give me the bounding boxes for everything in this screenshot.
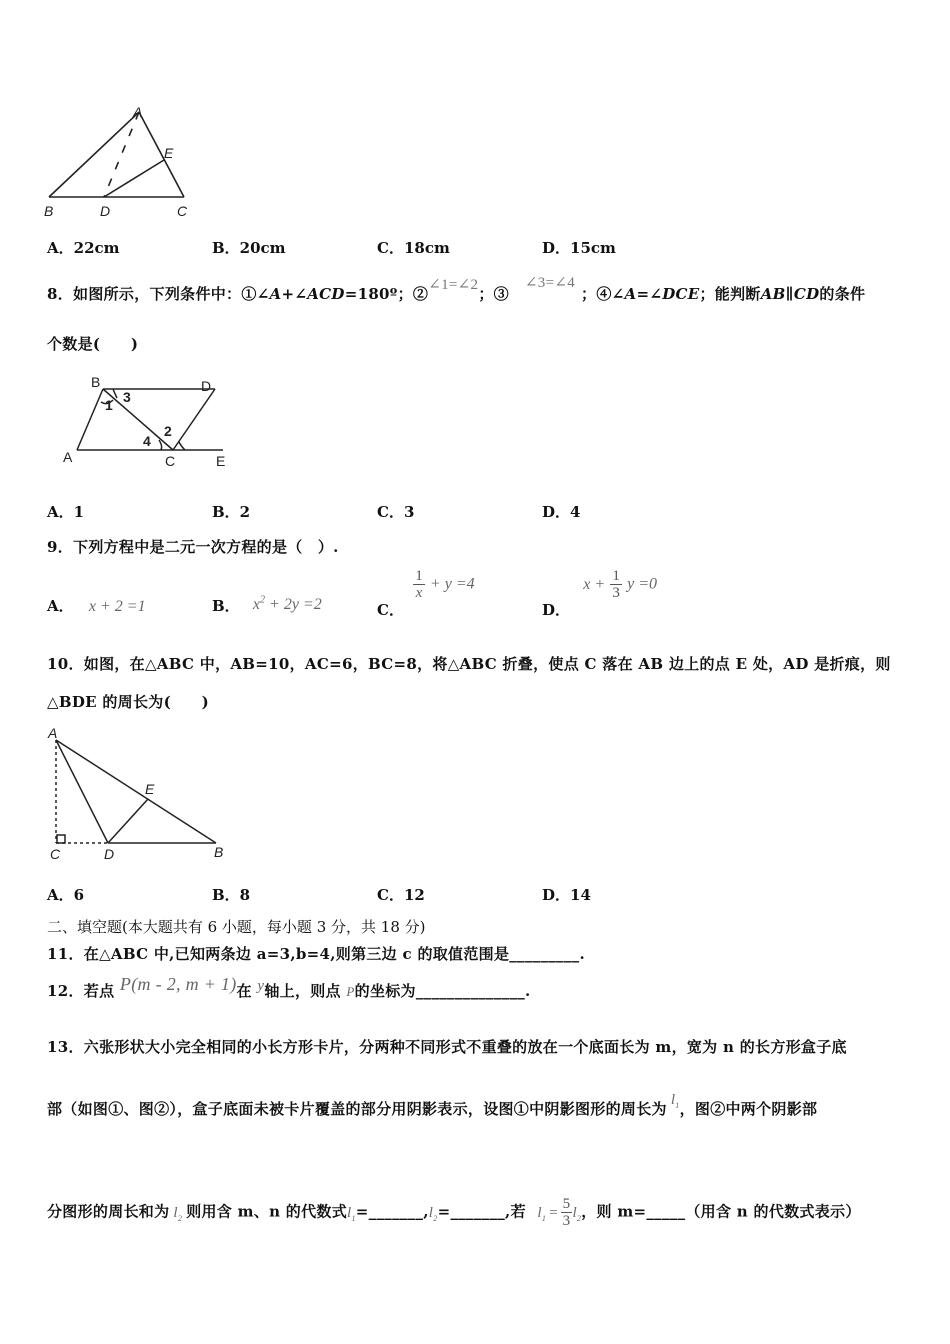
q13-eq-l1: l — [537, 1204, 542, 1221]
segment-ad-dashed — [104, 112, 139, 197]
segment-dc — [173, 389, 215, 450]
q8-text-7: ；能判断 — [699, 285, 761, 303]
q13-l1-sub-2: 1 — [351, 1213, 356, 1223]
q8-var-acd: ACD — [307, 285, 345, 303]
q13-text-3a: 分图形的周长和为 — [47, 1202, 170, 1221]
q13-l2-var: l — [173, 1204, 178, 1221]
q8-cond-2: ∠1=∠2 — [428, 277, 479, 293]
q13-stem-line2 — [47, 1092, 818, 1120]
q8-var-ab: AB — [760, 285, 786, 303]
label-a: A — [48, 725, 58, 741]
q11-stem: 11．在△ABC 中,已知两条边 a=3,b=4,则第三边 c 的取值范围是_________. — [47, 945, 585, 963]
q7-option-c[interactable]: C．18cm — [377, 239, 450, 257]
q9-option-b-rest: + 2y =2 — [265, 596, 322, 613]
q8-cond-3: ∠3=∠4 — [524, 275, 576, 291]
q13-text-3d: =_______,若 — [437, 1202, 526, 1221]
label-e: E — [164, 145, 174, 161]
q13-l2-var-2: l — [428, 1204, 434, 1221]
q8-text-4: ；③ — [478, 285, 509, 303]
label-a: A — [63, 449, 73, 465]
q13-stem-line3: 分图形的周长和为 $l_2$ 则用含 m、n 的代数式$l_1=\_\_\_\_\_\_\_,l_2=\_\_\_\_\_\_\_$,若 $l_1$ = $\frac{5}{3}$ $l_2$，则 m=_____（用含 n 的代数式表示） — [47, 1196, 861, 1229]
q10-option-b[interactable]: B．8 — [212, 886, 251, 904]
q9-option-a-label: A． — [47, 597, 74, 615]
q12-text-mid2: 轴上，则点 — [264, 982, 341, 1000]
q8-option-b[interactable]: B．2 — [212, 503, 251, 521]
label-angle-1: 1 — [105, 397, 113, 413]
right-angle-mark — [57, 835, 65, 843]
label-b: B — [91, 374, 101, 390]
q13-text-3e: ，则 m=_____（用含 n 的代数式表示） — [581, 1202, 861, 1221]
label-e: E — [216, 453, 226, 469]
label-a: A — [133, 104, 143, 120]
q9-option-b[interactable] — [212, 595, 322, 616]
q8-var-dce: DCE — [662, 285, 700, 303]
label-angle-2: 2 — [164, 423, 172, 439]
angle-mark-4 — [159, 440, 162, 450]
q13-eq-num: 5 — [562, 1196, 571, 1212]
segment-ac — [139, 112, 184, 197]
q8-stem-line2: 个数是( ) — [47, 335, 139, 353]
q13-text-3c: =_______, — [355, 1202, 429, 1221]
q10-option-d[interactable]: D．14 — [542, 886, 591, 904]
q13-text-3b: 则用含 m、n 的代数式 — [186, 1202, 348, 1221]
q9-option-b-label: B． — [212, 597, 240, 615]
q12-text-post: 的坐标为______________. — [354, 982, 531, 1000]
label-e: E — [145, 781, 155, 797]
q9-option-c-num: 1 — [415, 568, 423, 584]
q9-option-d-den: 3 — [612, 585, 620, 601]
q8-var-cd: CD — [793, 285, 820, 303]
label-angle-3: 3 — [123, 389, 131, 405]
segment-ad — [56, 740, 108, 843]
segment-ba — [77, 389, 103, 450]
q13-eq-l2-sub: 2 — [576, 1213, 582, 1223]
q9-option-d-label: D． — [542, 600, 571, 619]
q9-option-d-num: 1 — [612, 568, 620, 584]
segment-ab — [56, 740, 216, 843]
q8-option-d[interactable]: D．4 — [542, 503, 581, 521]
q7-option-a[interactable]: A．22cm — [47, 239, 120, 257]
q13-l1-var-2: l — [347, 1204, 352, 1221]
q8-var-a2: A — [624, 285, 637, 303]
section-heading-fill-in: 二、填空题(本大题共有 6 小题，每小题 3 分，共 18 分) — [47, 918, 426, 936]
label-d: D — [201, 378, 212, 394]
q9-option-c[interactable] — [377, 568, 475, 619]
q12-point-var: P — [346, 984, 355, 999]
q13-eq-l2: l — [572, 1204, 577, 1221]
q8-text-1: 8．如图所示，下列条件中：①∠ — [47, 285, 270, 303]
q12-text-mid: 在 — [236, 982, 252, 1000]
q8-text-5: ；④∠ — [581, 285, 625, 303]
label-b: B — [214, 844, 224, 860]
q13-l1-var: l — [670, 1092, 676, 1108]
q8-stem — [47, 275, 866, 304]
q12-axis-var: y — [257, 978, 265, 994]
q12-text-pre: 12．若点 — [47, 982, 115, 1000]
q9-option-a[interactable] — [47, 595, 146, 616]
label-c: C — [165, 453, 176, 469]
angle-mark-2 — [179, 442, 185, 450]
q13-eq-den: 3 — [562, 1213, 571, 1229]
q8-parallel: ∥ — [785, 285, 794, 303]
q9-option-d[interactable] — [542, 568, 658, 619]
q13-l2-sub: 2 — [177, 1213, 183, 1223]
q9-option-a-expr: x + 2 =1 — [88, 598, 146, 615]
label-c: C — [177, 203, 188, 219]
q12-stem — [47, 974, 531, 1001]
q8-option-c[interactable]: C．3 — [377, 503, 415, 521]
label-c: C — [50, 846, 61, 862]
q9-option-c-label: C． — [377, 600, 404, 619]
q8-text-6: =∠ — [636, 285, 663, 303]
q8-text-8: 的条件 — [819, 285, 866, 303]
figure-q7-triangle — [40, 100, 200, 225]
q9-option-d-rest: y =0 — [627, 575, 658, 593]
label-d: D — [104, 846, 115, 862]
q8-text-2: +∠ — [281, 285, 308, 303]
q13-stem-line1: 13．六张形状大小完全相同的小长方形卡片，分两种不同形式不重叠的放在一个底面长为 m，宽为 n 的长方形盒子底 — [47, 1038, 847, 1056]
angle-mark-3 — [113, 389, 117, 398]
segment-de — [104, 160, 164, 197]
figure-q10-triangle — [44, 724, 244, 869]
q13-text-2b: ，图②中两个阴影部 — [679, 1100, 818, 1118]
q10-option-c[interactable]: C．12 — [377, 886, 425, 904]
q8-option-a[interactable]: A．1 — [47, 503, 85, 521]
q13-eq-l1-sub: 1 — [541, 1213, 547, 1223]
q9-option-c-den: x — [415, 585, 423, 601]
label-b: B — [44, 203, 54, 219]
figure-q8-parallelogram — [55, 372, 245, 472]
q13-l1-sub: 1 — [675, 1101, 680, 1110]
q9-option-d-pre: x + — [583, 575, 606, 593]
q13-text-2a: 部（如图①、图②），盒子底面未被卡片覆盖的部分用阴影表示，设图①中阴影图形的周长为 — [47, 1100, 667, 1118]
segment-bc — [103, 389, 173, 450]
label-d: D — [100, 203, 111, 219]
q9-option-b-x: x — [252, 596, 261, 613]
q7-option-d[interactable]: D．15cm — [542, 239, 616, 257]
q10-option-a[interactable]: A．6 — [47, 886, 85, 904]
q8-var-a: A — [269, 285, 282, 303]
q8-text-3: =180º；② — [344, 285, 429, 303]
q9-stem: 9．下列方程中是二元一次方程的是（ ）. — [47, 538, 339, 556]
q7-option-b[interactable]: B．20cm — [212, 239, 286, 257]
q12-point-expr: P(m - 2, m + 1) — [119, 974, 237, 994]
q10-stem-line2: △BDE 的周长为( ) — [47, 693, 209, 711]
segment-de — [108, 799, 148, 843]
q13-l2-sub-2: 2 — [433, 1213, 438, 1223]
label-angle-4: 4 — [143, 433, 151, 449]
q10-stem-line1: 10．如图，在△ABC 中，AB=10，AC=6，BC=8，将△ABC 折叠，使点 C 落在 AB 边上的点 E 处，AD 是折痕，则 — [47, 655, 891, 673]
q9-option-b-sup: 2 — [260, 594, 266, 606]
q9-option-c-rest: + y =4 — [429, 575, 475, 593]
